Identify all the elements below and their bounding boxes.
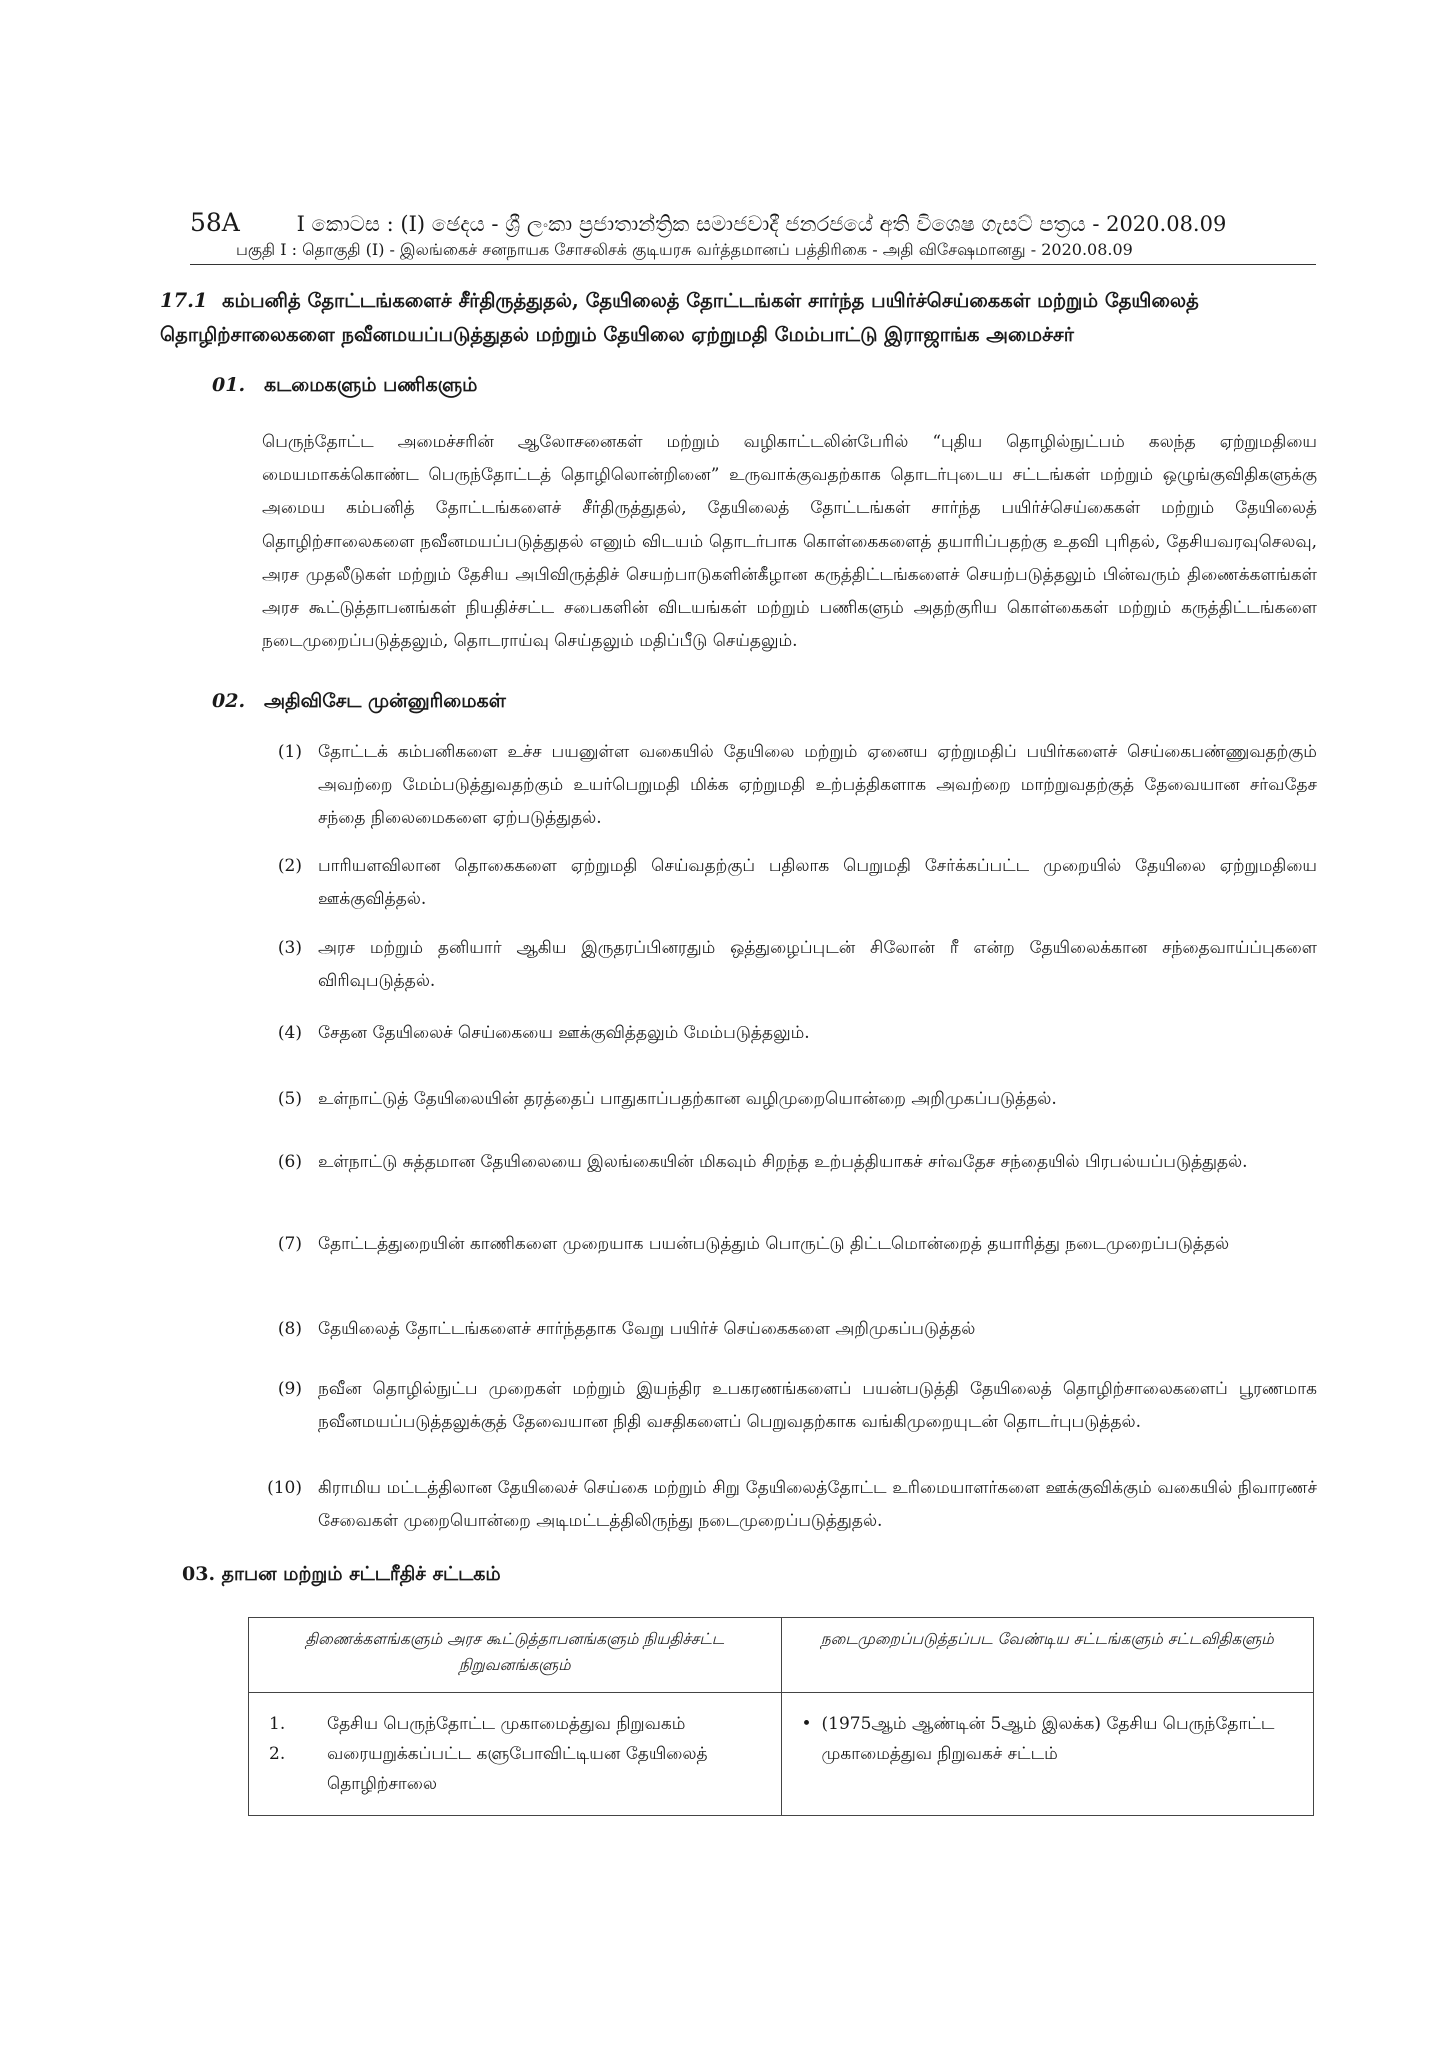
- bullet-icon: •: [801, 1714, 812, 1734]
- priority-text: தோட்டக் கம்பனிகளை உச்ச பயனுள்ள வகையில் தேயிலை மற்றும் ஏனைய ஏற்றுமதிப் பயிர்களைச் செய்கைபண்ணுவதற்கும் அவற்றை மேம்படுத்துவதற்கும் உயர்பெறுமதி மிக்க ஏற்றுமதி உற்பத்திகளாக அவற்றை மாற்றுவதற்குத் தேவையான சர்வதேச சந்தை நிலைமைகளை ஏற்படுத்துதல்.: [318, 742, 1317, 828]
- priority-text: நவீன தொழில்நுட்ப முறைகள் மற்றும் இயந்திர உபகரணங்களைப் பயன்படுத்தி தேயிலைத் தொழிற்சாலைகளைப் பூரணமாக நவீனமயப்படுத்தலுக்குத் தேவையான நிதி வசதிகளைப் பெறுவதற்காக வங்கிமுறையுடன் தொடர்புபடுத்தல்.: [318, 1379, 1317, 1432]
- priority-number: (5): [277, 1089, 302, 1109]
- institution-item: [269, 1739, 761, 1799]
- priority-item: [262, 1472, 1317, 1538]
- priority-item: [262, 736, 1317, 835]
- priority-number: (4): [277, 1023, 302, 1043]
- header-tamil-text: பகுதி I : தொகுதி (I) - இலங்கைச் சனநாயக சோசலிசக் குடியரசு வர்த்தமானப் பத்திரிகை - அதி விசேஷமானது - 2020.08.09: [236, 240, 1133, 259]
- institution-name: தேசிய பெருந்தோட்ட முகாமைத்துவ நிறுவகம்: [327, 1714, 686, 1734]
- framework-heading: 03. தாபன மற்றும் சட்டரீதிச் சட்டகம்: [182, 1563, 501, 1585]
- priority-item: [262, 1373, 1317, 1439]
- priority-item: [262, 932, 1317, 998]
- header-divider: [190, 264, 1316, 265]
- priority-number: (3): [277, 938, 302, 958]
- institution-number: 1.: [269, 1714, 286, 1734]
- duties-number: 01.: [212, 374, 246, 396]
- priority-text: உள்நாட்டு சுத்தமான தேயிலையை இலங்கையின் மிகவும் சிறந்த உற்பத்தியாகச் சர்வதேச சந்தையில் பிரபல்யப்படுத்துதல்.: [318, 1152, 1248, 1172]
- col-header-institutions: திணைக்களங்களும் அரச கூட்டுத்தாபனங்களும் நியதிச்சட்ட நிறுவனங்களும்: [249, 1618, 782, 1693]
- institution-item: [269, 1709, 761, 1739]
- priority-number: (2): [277, 856, 302, 876]
- priority-text: பாரியளவிலான தொகைகளை ஏற்றுமதி செய்வதற்குப் பதிலாக பெறுமதி சேர்க்கப்பட்ட முறையில் தேயிலை ஏற்றுமதியை ஊக்குவித்தல்.: [318, 856, 1317, 909]
- priority-number: (1): [277, 742, 302, 762]
- priority-item: [262, 1228, 1317, 1261]
- priority-text: அரச மற்றும் தனியார் ஆகிய இருதரப்பினரதும் ஒத்துழைப்புடன் சிலோன் ரீ என்ற தேயிலைக்கான சந்தைவாய்ப்புகளை விரிவுபடுத்தல்.: [318, 938, 1317, 991]
- section-title: [160, 284, 1316, 352]
- priority-number: (9): [277, 1379, 302, 1399]
- section-number: 17.1: [160, 289, 208, 312]
- priorities-heading-text: அதிவிசேட முன்னுரிமைகள்: [264, 690, 506, 712]
- priority-number: (8): [277, 1319, 302, 1339]
- priority-number: (10): [267, 1478, 302, 1498]
- institutions-table: [248, 1617, 1314, 1816]
- priority-item: [262, 850, 1317, 916]
- priority-text: தோட்டத்துறையின் காணிகளை முறையாக பயன்படுத்தும் பொருட்டு திட்டமொன்றைத் தயாரித்து நடைமுறைப்படுத்தல்: [318, 1234, 1230, 1254]
- section-title-text: கம்பனித் தோட்டங்களைச் சீர்திருத்துதல், தேயிலைத் தோட்டங்கள் சார்ந்த பயிர்ச்செய்கைகள் மற்றும் தேயிலைத் தொழிற்சாலைகளை நவீனமயப்படுத்துதல் மற்றும் தேயிலை ஏற்றுமதி மேம்பாட்டு இராஜாங்க அமைச்சர்: [160, 289, 1199, 346]
- gazette-header-line1: [190, 208, 1310, 237]
- duties-heading-text: கடமைகளும் பணிகளும்: [264, 374, 478, 396]
- laws-cell: [781, 1693, 1314, 1816]
- priority-number: (6): [277, 1152, 302, 1172]
- priority-item: [262, 1313, 1317, 1346]
- priorities-number: 02.: [212, 690, 246, 712]
- priority-item: [262, 1083, 1317, 1116]
- col-header-laws: நடைமுறைப்படுத்தப்பட வேண்டிய சட்டங்களும் சட்டவிதிகளும்: [781, 1618, 1314, 1693]
- priority-text: கிராமிய மட்டத்திலான தேயிலைச் செய்கை மற்றும் சிறு தேயிலைத்தோட்ட உரிமையாளர்களை ஊக்குவிக்கும் வகையில் நிவாரணச் சேவைகள் முறையொன்றை அடிமட்டத்திலிருந்து நடைமுறைப்படுத்துதல்.: [318, 1478, 1317, 1531]
- priority-item: [262, 1017, 1317, 1050]
- institutions-cell: [249, 1693, 782, 1816]
- institution-number: 2.: [269, 1744, 286, 1764]
- priority-text: சேதன தேயிலைச் செய்கையை ஊக்குவித்தலும் மேம்படுத்தலும்.: [318, 1023, 810, 1043]
- priority-text: தேயிலைத் தோட்டங்களைச் சார்ந்ததாக வேறு பயிர்ச் செய்கைகளை அறிமுகப்படுத்தல்: [318, 1319, 976, 1339]
- priority-text: உள்நாட்டுத் தேயிலையின் தரத்தைப் பாதுகாப்பதற்கான வழிமுறையொன்றை அறிமுகப்படுத்தல்.: [318, 1089, 1057, 1109]
- priority-number: (7): [277, 1234, 302, 1254]
- duties-paragraph: பெருந்தோட்ட அமைச்சரின் ஆலோசனைகள் மற்றும் வழிகாட்டலின்பேரில் “புதிய தொழில்நுட்பம் கலந்த ஏற்றுமதியை மையமாகக்கொண்ட பெருந்தோட்டத் தொழிலொன்றினை” உருவாக்குவதற்காக தொடர்புடைய சட்டங்கள் மற்றும் ஒழுங்குவிதிகளுக்கு அமைய கம்பனித் தோட்டங்களைச் சீர்திருத்துதல், தேயிலைத் தோட்டங்கள் சார்ந்த பயிர்ச்செய்கைகள் மற்றும் தேயிலைத் தொழிற்சாலைகளை நவீனமயப்படுத்துதல் எனும் விடயம் தொடர்பாக கொள்கைகளைத் தயாரிப்பதற்கு உதவி புரிதல், தேசியவரவுசெலவு, அரச முதலீடுகள் மற்றும் தேசிய அபிவிருத்திச் செயற்பாடுகளின்கீழான கருத்திட்டங்களைச் செயற்படுத்தலும் பின்வரும் திணைக்களங்கள் அரச கூட்டுத்தாபனங்கள் நியதிச்சட்ட சபைகளின் விடயங்கள் மற்றும் பணிகளும் அதற்குரிய கொள்கைகள் மற்றும் கருத்திட்டங்களை நடைமுறைப்படுத்தலும், தொடராய்வு செய்தலும் மதிப்பீடு செய்தலும்.: [262, 432, 1317, 652]
- duties-heading: [212, 374, 477, 399]
- header-sinhala-text: I කොටස : (I) ඡෙදය - ශ්‍රී ලංකා ප්‍රජාතාන්ත්‍රික සමාජවාදී ජනරජයේ අති විශෙෂ ගැසට් පත්‍රය - 2020.08.09: [296, 212, 1227, 236]
- priority-item: [262, 1146, 1317, 1179]
- law-item: [802, 1709, 1294, 1769]
- priorities-heading: [212, 690, 506, 715]
- law-name: (1975ஆம் ஆண்டின் 5ஆம் இலக்க) தேசிய பெருந்தோட்ட முகாமைத்துவ நிறுவகச் சட்டம்: [821, 1714, 1275, 1764]
- institution-name: வரையறுக்கப்பட்ட களுபோவிட்டியன தேயிலைத் தொழிற்சாலை: [327, 1744, 708, 1794]
- page-number: 58A: [190, 208, 240, 237]
